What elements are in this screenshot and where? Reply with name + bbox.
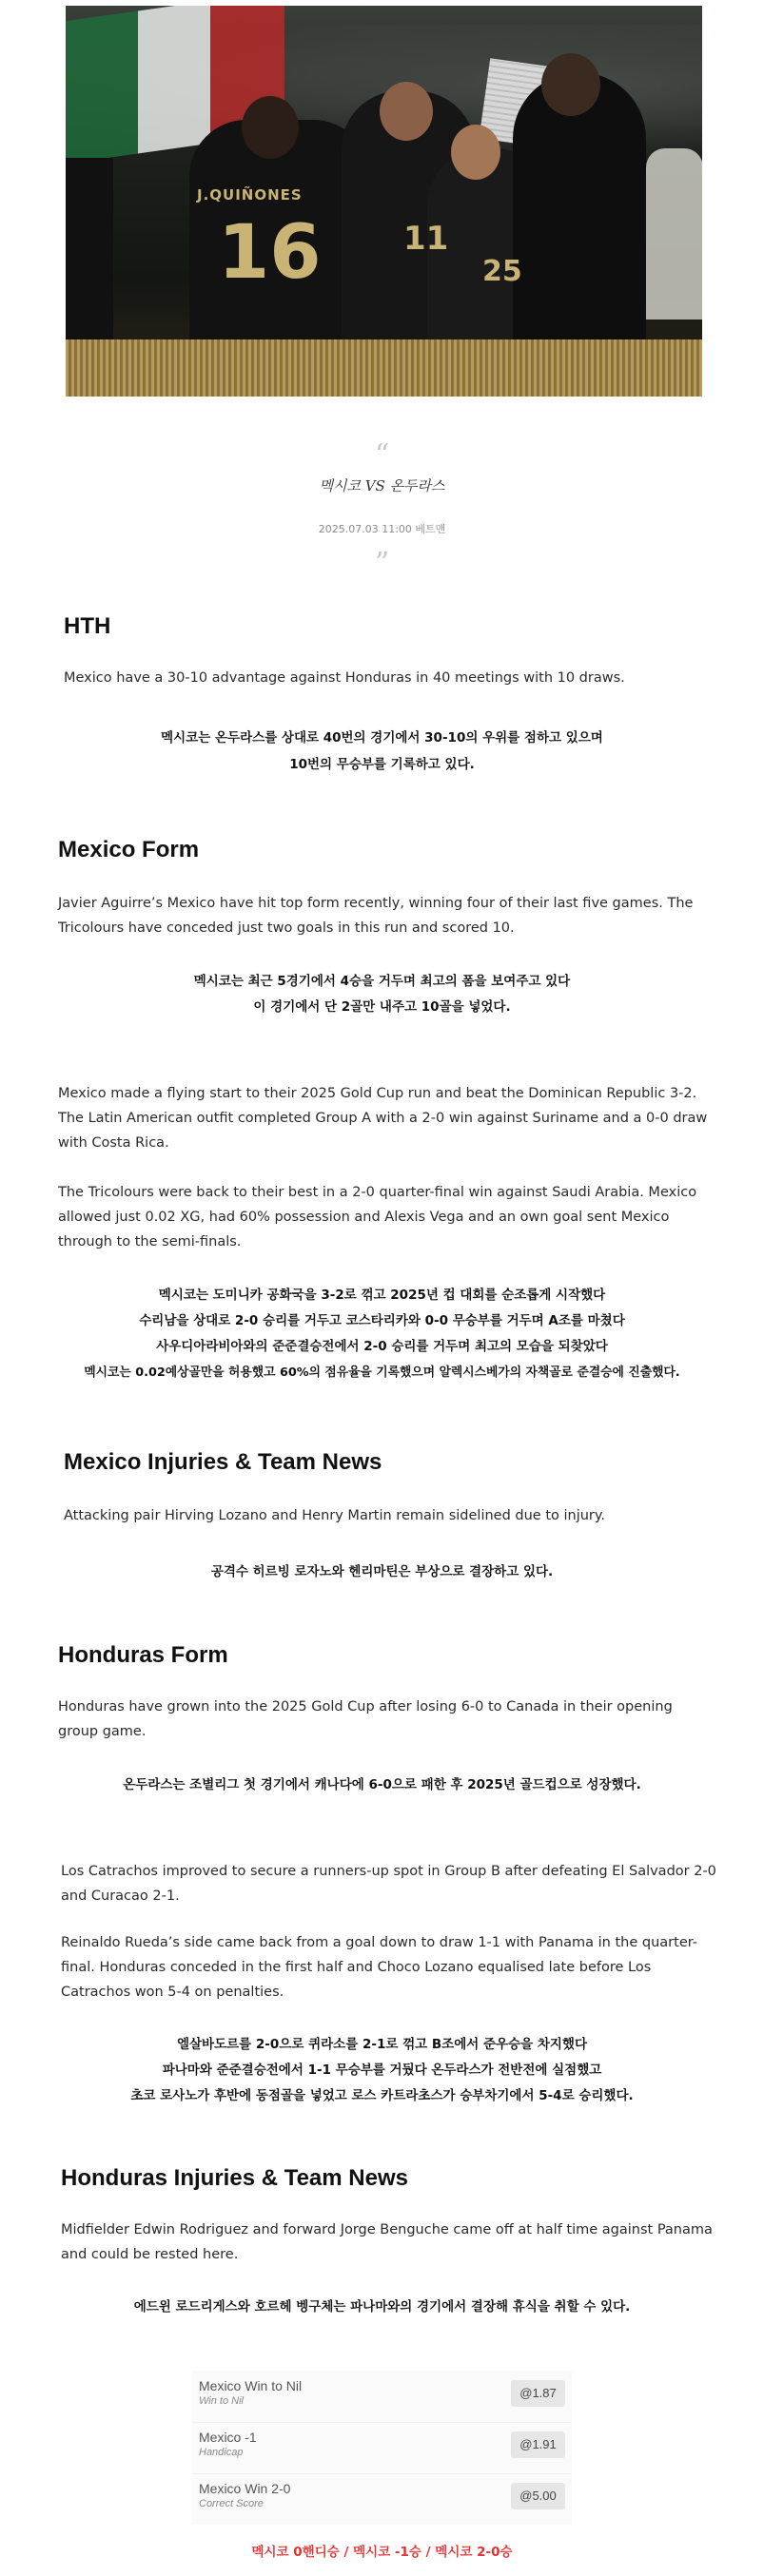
honduras-injuries-korean-line: 에드윈 로드리게스와 호르헤 벵구체는 파나마와의 경기에서 결장해 휴식을 취할 수 있다. xyxy=(133,2299,631,2315)
jersey-number: 16 xyxy=(218,210,322,296)
hth-korean-line: 10번의 무승부를 기록하고 있다. xyxy=(289,757,475,772)
odds-row xyxy=(192,2373,572,2420)
odds-market: Win to Nil xyxy=(199,2395,244,2407)
honduras-form-korean-line: 엘살바도르를 2-0으로 퀴라소를 2-1로 꺾고 B조에서 준우승을 차지했다 xyxy=(176,2037,588,2052)
odds-row xyxy=(192,2424,572,2471)
honduras-form-paragraph: Honduras have grown into the 2025 Gold Cup after losing 6-0 to Canada in their opening group game. xyxy=(58,1699,673,1739)
mexico-form-korean-line: 수리남을 상대로 2-0 승리를 거두고 코스타리카와 0-0 무승부를 거두며 A조를 마쳤다 xyxy=(139,1313,625,1328)
player-head xyxy=(380,82,433,141)
odds-label: Mexico Win to Nil xyxy=(199,2378,303,2393)
odds-market: Handicap xyxy=(199,2447,244,2458)
odds-market: Correct Score xyxy=(199,2498,264,2509)
honduras-form-paragraph: Reinaldo Rueda’s side came back from a goal down to draw 1-1 with Panama in the quarter-final. Honduras conceded in the first half and Choco Lozano equalised late before Los Catrachos won 5-4 on penalties. xyxy=(61,1935,698,2000)
close-quote-icon: ” xyxy=(374,547,390,580)
section-heading-mexico-injuries: Mexico Injuries & Team News xyxy=(64,1449,382,1475)
honduras-form-paragraph: Los Catrachos improved to secure a runners-up spot in Group B after defeating El Salvador 2-0 and Curacao 2-1. xyxy=(61,1864,716,1904)
stadium-floor xyxy=(66,339,702,397)
honduras-form-korean-line: 온두라스는 조별리그 첫 경기에서 캐나다에 6-0으로 패한 후 2025년 골드컵으로 성장했다. xyxy=(123,1777,641,1792)
mexico-form-korean-line: 멕시코는 0.02예상골만을 허용했고 60%의 점유율을 기록했으며 알렉시스베가의 자책골로 준결승에 진출했다. xyxy=(84,1365,680,1380)
jersey-number: 11 xyxy=(403,220,449,258)
mexico-injuries-paragraph: Attacking pair Hirving Lozano and Henry Martin remain sidelined due to injury. xyxy=(64,1508,606,1523)
odds-row xyxy=(192,2475,572,2523)
odds-price-button[interactable]: @1.91 xyxy=(511,2431,565,2458)
player-head xyxy=(242,96,299,159)
odds-label: Mexico Win 2-0 xyxy=(199,2481,291,2496)
hth-paragraph: Mexico have a 30-10 advantage against Honduras in 40 meetings with 10 draws. xyxy=(64,670,625,686)
hero-image xyxy=(66,6,702,397)
odds-label: Mexico -1 xyxy=(199,2430,257,2445)
hth-korean-line: 멕시코는 온두라스를 상대로 40번의 경기에서 30-10의 우위를 점하고 있으며 xyxy=(161,730,603,746)
honduras-injuries-paragraph: Midfielder Edwin Rodriguez and forward Jorge Benguche came off at half time against Panama and could be rested here. xyxy=(61,2222,713,2262)
divider xyxy=(192,2422,572,2423)
mexico-form-korean-line: 사우디아라비아와의 준준결승전에서 2-0 승리를 거두며 최고의 모습을 되찾았다 xyxy=(156,1339,608,1354)
open-quote-icon: “ xyxy=(374,438,390,472)
jersey-name: J.QUIÑONES xyxy=(197,186,303,203)
honduras-form-korean-line: 초코 로사노가 후반에 동점골을 넣었고 로스 카트라초스가 승부차기에서 5-4로 승리했다. xyxy=(130,2088,634,2103)
section-heading-mexico-form: Mexico Form xyxy=(58,837,200,862)
section-heading-honduras-form: Honduras Form xyxy=(58,1642,228,1668)
jersey-number: 25 xyxy=(482,255,522,288)
mexico-form-korean-line: 이 경기에서 단 2골만 내주고 10골을 넣었다. xyxy=(253,999,511,1015)
odds-price-button[interactable]: @1.87 xyxy=(511,2380,565,2407)
match-date: 2025.07.03 11:00 베트맨 xyxy=(318,523,446,535)
mexico-form-paragraph: The Tricolours were back to their best in a 2-0 quarter-final win against Saudi Arabia. Mexico allowed just 0.02 XG, had 60% possession and Alexis Vega and an own goal sent Mexico through to the semi-finals. xyxy=(58,1185,697,1249)
photographer-figure xyxy=(646,148,702,320)
section-heading-hth: HTH xyxy=(64,613,111,639)
odds-box xyxy=(192,2371,572,2525)
mexico-form-korean-line: 멕시코는 도미니카 공화국을 3-2로 꺾고 2025년 컵 대회를 순조롭게 시작했다 xyxy=(158,1288,606,1303)
mexico-form-paragraph: Javier Aguirre’s Mexico have hit top form recently, winning four of their last five games. The Tricolours have conceded just two goals in this run and scored 10. xyxy=(58,896,694,936)
section-heading-honduras-injuries: Honduras Injuries & Team News xyxy=(61,2165,408,2191)
player-head xyxy=(451,125,500,180)
mexico-injuries-korean-line: 공격수 히르빙 로자노와 헨리마틴은 부상으로 결장하고 있다. xyxy=(210,1564,554,1579)
mexico-form-korean-line: 멕시코는 최근 5경기에서 4승을 거두며 최고의 폼을 보여주고 있다 xyxy=(193,974,571,989)
honduras-form-korean-line: 파나마와 준준결승전에서 1-1 무승부를 거뒀다 온두라스가 전반전에 실점했고 xyxy=(162,2063,602,2078)
divider xyxy=(192,2473,572,2474)
mexico-form-paragraph: Mexico made a flying start to their 2025 Gold Cup run and beat the Dominican Republic 3-2. The Latin American outfit completed Group A with a 2-0 win against Suriname and a 0-0 draw with Costa Rica. xyxy=(58,1086,708,1151)
player-head xyxy=(541,53,600,116)
final-pick: 멕시코 0핸디승 / 멕시코 -1승 / 멕시코 2-0승 xyxy=(251,2545,513,2560)
odds-price-button[interactable]: @5.00 xyxy=(511,2483,565,2509)
match-title: 멕시코 VS 온두라스 xyxy=(319,477,445,494)
